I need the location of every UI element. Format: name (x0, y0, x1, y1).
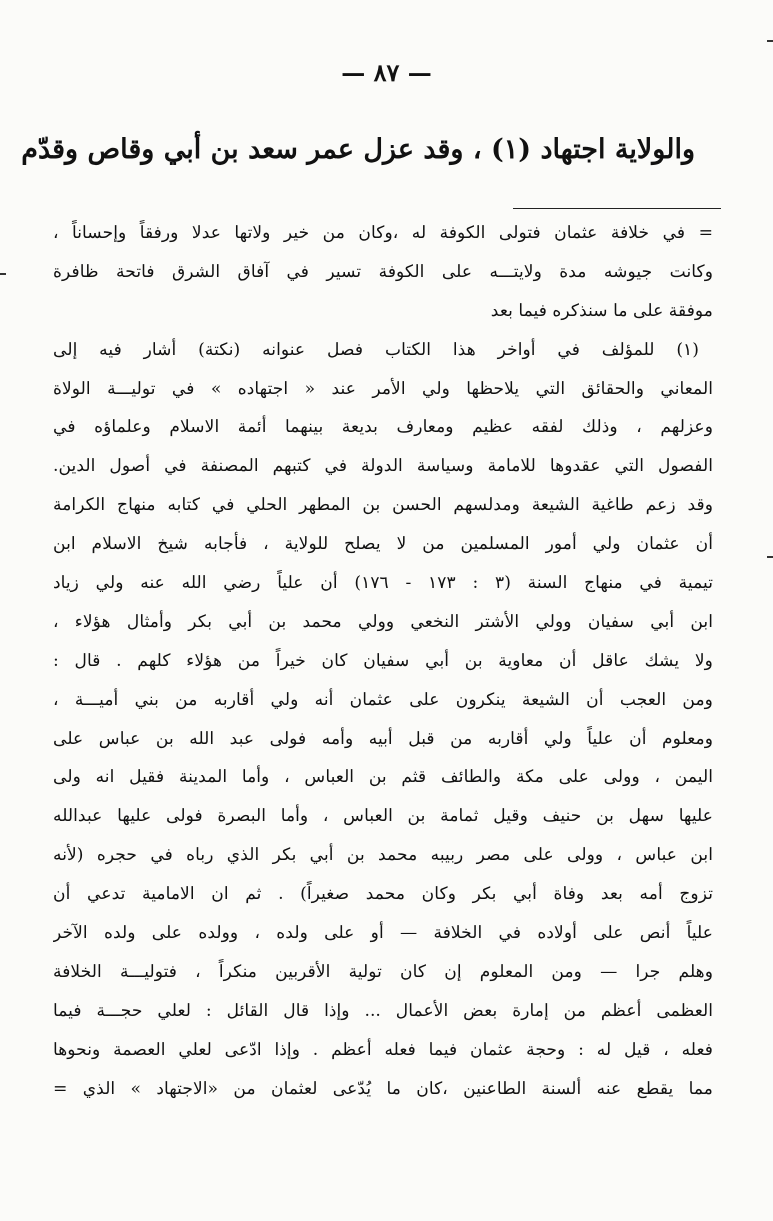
scan-edge-mark (767, 556, 773, 558)
footnote-line: وعزلهم ، وذلك لفقه عظيم ومعارف بديعة بينهما أئمة الاسلام وعلماؤه في (53, 417, 713, 438)
footnote-line: ولا يشك عاقل أن معاوية بن أبي سفيان كان خيراً من هؤلاء كلهم . قال : (53, 650, 713, 671)
footnote-line: فعله ، قيل له : وحجة عثمان فيما فعله أعظم . وإذا ادّعى لعلي العصمة ونحوها (53, 1039, 713, 1060)
footnote-line: تيمية في منهاج السنة (٣ : ١٧٣ - ١٧٦) أن علياً رضي الله عنه ولي زياد (53, 573, 713, 594)
footnote-line: تزوج أمه بعد وفاة أبي بكر وكان محمد صغيراً) . ثم ان الامامية تدعي أن (53, 884, 713, 905)
footnote-line: موفقة على ما سنذكره فيما بعد (490, 300, 713, 321)
footnote-line: أن عثمان ولي أمور المسلمين من لا يصلح للولاية ، فأجابه شيخ الاسلام ابن (53, 534, 713, 555)
footnote-line: اليمن ، وولى على مكة والطائف قثم بن العباس ، وأما المدينة فقيل انه ولى (53, 767, 713, 788)
footnote-line: عليها سهل بن حنيف وقيل ثمامة بن العباس ، وأما البصرة فولى عليها عبدالله (53, 806, 713, 827)
footnote-separator-rule (513, 208, 721, 209)
scan-edge-mark (0, 273, 6, 275)
page-number: — ٨٧ — (341, 58, 432, 87)
footnote-line: مما يقطع عنه ألسنة الطاعنين ،كان ما يُدّعى لعثمان من «الاجتهاد » الذي = (53, 1078, 713, 1099)
footnote-line: ومعلوم أن علياً ولي أقاربه من قبل أبيه وأمه فولى عبد الله بن عباس على (53, 728, 713, 749)
footnote-line: ابن عباس ، وولى على مصر ربيبه محمد بن أبي بكر الذي رباه في حجره (لأنه (53, 845, 713, 866)
footnotes (53, 214, 713, 1108)
footnote-line: المعاني والحقائق التي يلاحظها ولي الأمر عند « اجتهاده » في توليـــة الولاة (53, 378, 713, 399)
footnote-line: العظمى أعظم من إمارة بعض الأعمال ... وإذا قال القائل : لعلي حجـــة فيما (53, 1000, 713, 1021)
footnote-line: علياً أنص على أولاده في الخلافة — أو على ولده ، وولده على ولده الآخر (53, 923, 713, 944)
footnote-line: وهلم جرا — ومن المعلوم إن كان تولية الأقربين منكراً ، فتوليـــة الخلافة (53, 961, 713, 982)
footnote-line: ومن العجب أن الشيعة ينكرون على عثمان أنه ولي أقاربه من بني أميـــة ، (53, 689, 713, 710)
footnote-line: وقد زعم طاغية الشيعة ومدلسهم الحسن بن المطهر الحلي في كتابه منهاج الكرامة (53, 495, 713, 516)
footnote-line: (١) للمؤلف في أواخر هذا الكتاب فصل عنوانه (نكتة) أشار فيه إلى (53, 339, 699, 360)
footnote-line: ابن أبي سفيان وولي الأشتر النخعي وولي محمد بن أبي بكر وأمثال هؤلاء ، (53, 611, 713, 632)
scan-edge-mark (767, 40, 773, 42)
footnote-line: = في خلافة عثمان فتولى الكوفة له ،وكان من خير ولاتها عدلا ورفقاً وإحساناً ، (53, 223, 713, 243)
footnote-line: الفصول التي عقدوها للامامة وسياسة الدولة في كتبهم المصنفة في أصول الدين. (53, 456, 713, 477)
main-text-line: والولاية اجتهاد (١) ، وقد عزل عمر سعد بن أبي وقاص وقدّم (21, 134, 695, 165)
footnote-line: وكانت جيوشه مدة ولايتـــه على الكوفة تسير في آفاق الشرق فاتحة ظافرة (53, 261, 713, 282)
